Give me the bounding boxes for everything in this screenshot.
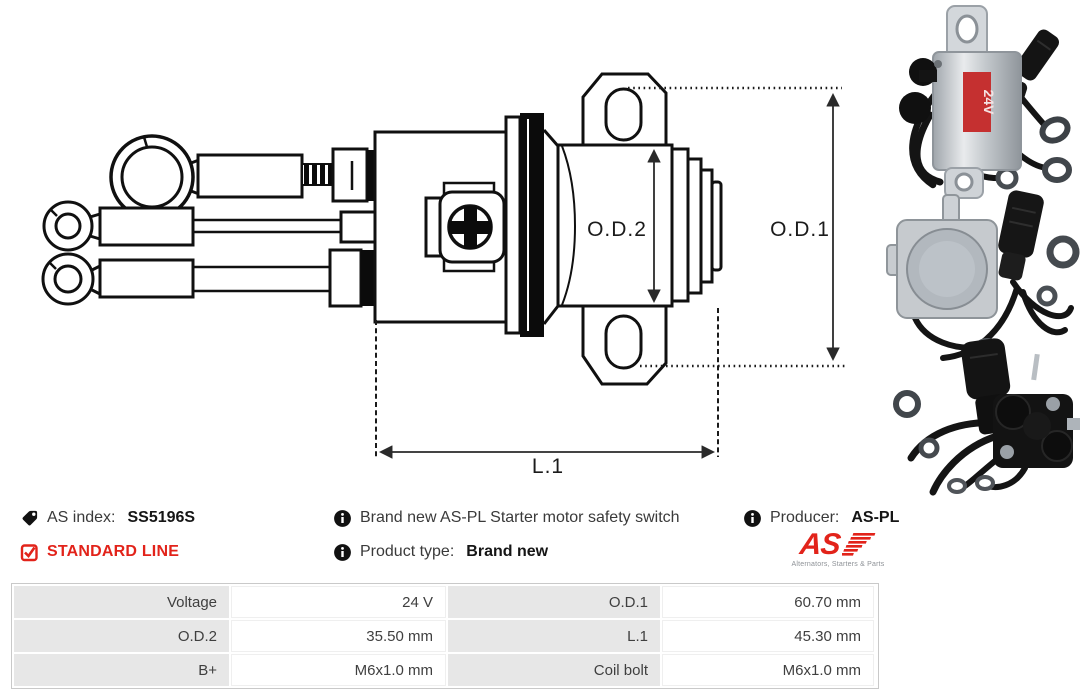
- dimension-label-od1: O.D.1: [770, 218, 830, 241]
- product-photo-2: [887, 189, 1076, 358]
- wire-middle-ring-terminal: [44, 202, 375, 250]
- spec-label: L.1: [448, 620, 660, 652]
- spec-value: 24 V: [231, 586, 446, 618]
- voltage-sticker-text: 24V: [981, 89, 997, 115]
- description-row: [333, 506, 680, 530]
- spec-label: O.D.1: [448, 586, 660, 618]
- as-pl-logo-tagline: Alternators, Starters & Parts: [791, 561, 885, 568]
- as-index-row: [20, 506, 195, 530]
- as-pl-logo-stripes-icon: [842, 531, 876, 559]
- spec-table: [11, 583, 879, 689]
- dimension-label-l1: L.1: [531, 455, 565, 478]
- tag-icon: [20, 509, 39, 528]
- spec-label: B+: [14, 654, 229, 686]
- as-pl-logo-text: AS: [798, 528, 842, 561]
- checked-checkbox-icon: [20, 543, 39, 562]
- product-photo-1: [899, 6, 1071, 198]
- info-icon: [333, 543, 352, 562]
- standard-line-row: [20, 540, 179, 564]
- spec-value: M6x1.0 mm: [662, 654, 874, 686]
- spec-value: 60.70 mm: [662, 586, 874, 618]
- as-index-label: AS index:: [47, 509, 116, 526]
- product-type-value: Brand new: [466, 543, 549, 560]
- product-type-label: Product type:: [360, 543, 455, 560]
- solenoid-body: [375, 113, 721, 337]
- spec-label: Coil bolt: [448, 654, 660, 686]
- spec-value: 45.30 mm: [662, 620, 874, 652]
- dimension-label-od2: O.D.2: [587, 218, 647, 241]
- spec-value: 35.50 mm: [231, 620, 446, 652]
- wire-top-ring-terminal: [111, 136, 377, 218]
- standard-line-label: STANDARD LINE: [47, 543, 180, 560]
- producer-label: Producer:: [770, 509, 840, 526]
- as-pl-logo: [788, 527, 888, 568]
- product-photo-3: [896, 337, 1080, 492]
- wire-bottom-ring-terminal: [43, 250, 375, 306]
- info-icon: [743, 509, 762, 528]
- spec-label: O.D.2: [14, 620, 229, 652]
- product-description: Brand new AS-PL Starter motor safety switch: [360, 509, 680, 526]
- spec-value: M6x1.0 mm: [231, 654, 446, 686]
- info-icon: [333, 509, 352, 528]
- spec-label: Voltage: [14, 586, 229, 618]
- product-type-row: [333, 540, 548, 564]
- producer-value: AS-PL: [851, 509, 900, 526]
- as-index-value: SS5196S: [127, 509, 196, 526]
